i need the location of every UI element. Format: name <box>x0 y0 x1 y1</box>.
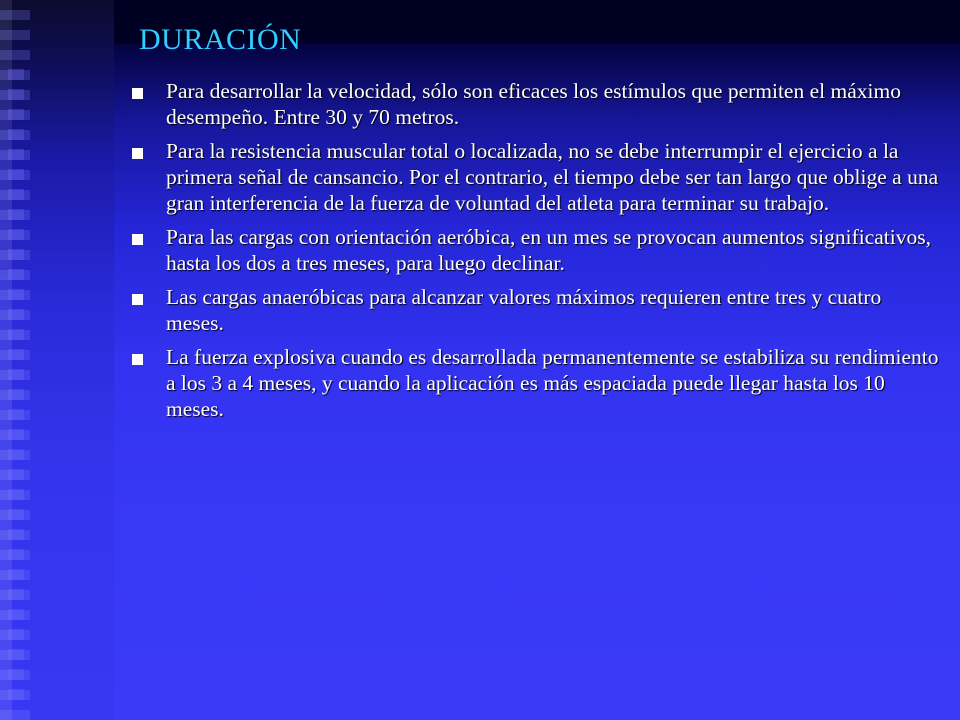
bullet-text: Para desarrollar la velocidad, sólo son eficaces los estímulos que permiten el máximo desempeño. Entre 30 y 70 metros. <box>166 79 901 129</box>
left-decorative-band <box>0 0 114 720</box>
bullet-text: La fuerza explosiva cuando es desarrollada permanentemente se estabiliza su rendimiento a los 3 a 4 meses, y cuando la aplicación es más espaciada puede llegar hasta los 10 meses. <box>166 345 939 421</box>
bullet-item <box>130 224 940 276</box>
square-bullet-icon <box>132 88 143 99</box>
bullet-item <box>130 344 940 422</box>
decorative-squares-inner <box>8 60 24 700</box>
square-bullet-icon <box>132 294 143 305</box>
bullet-text: Para la resistencia muscular total o localizada, no se debe interrumpir el ejercicio a la primera señal de cansancio. Por el contrario, el tiempo debe ser tan largo que oblige a una gran interferencia de la fuerza de voluntad del atleta para terminar su trabajo. <box>166 139 939 215</box>
bullet-text: Las cargas anaeróbicas para alcanzar valores máximos requieren entre tres y cuatro meses. <box>166 285 882 335</box>
bullet-list <box>130 78 940 430</box>
slide-title: DURACIÓN <box>139 23 302 56</box>
bullet-text: Para las cargas con orientación aeróbica, en un mes se provocan aumentos significativos, hasta los dos a tres meses, para luego declinar. <box>166 225 931 275</box>
bullet-item <box>130 138 940 216</box>
square-bullet-icon <box>132 234 143 245</box>
bullet-item <box>130 78 940 130</box>
square-bullet-icon <box>132 354 143 365</box>
square-bullet-icon <box>132 148 143 159</box>
bullet-item <box>130 284 940 336</box>
